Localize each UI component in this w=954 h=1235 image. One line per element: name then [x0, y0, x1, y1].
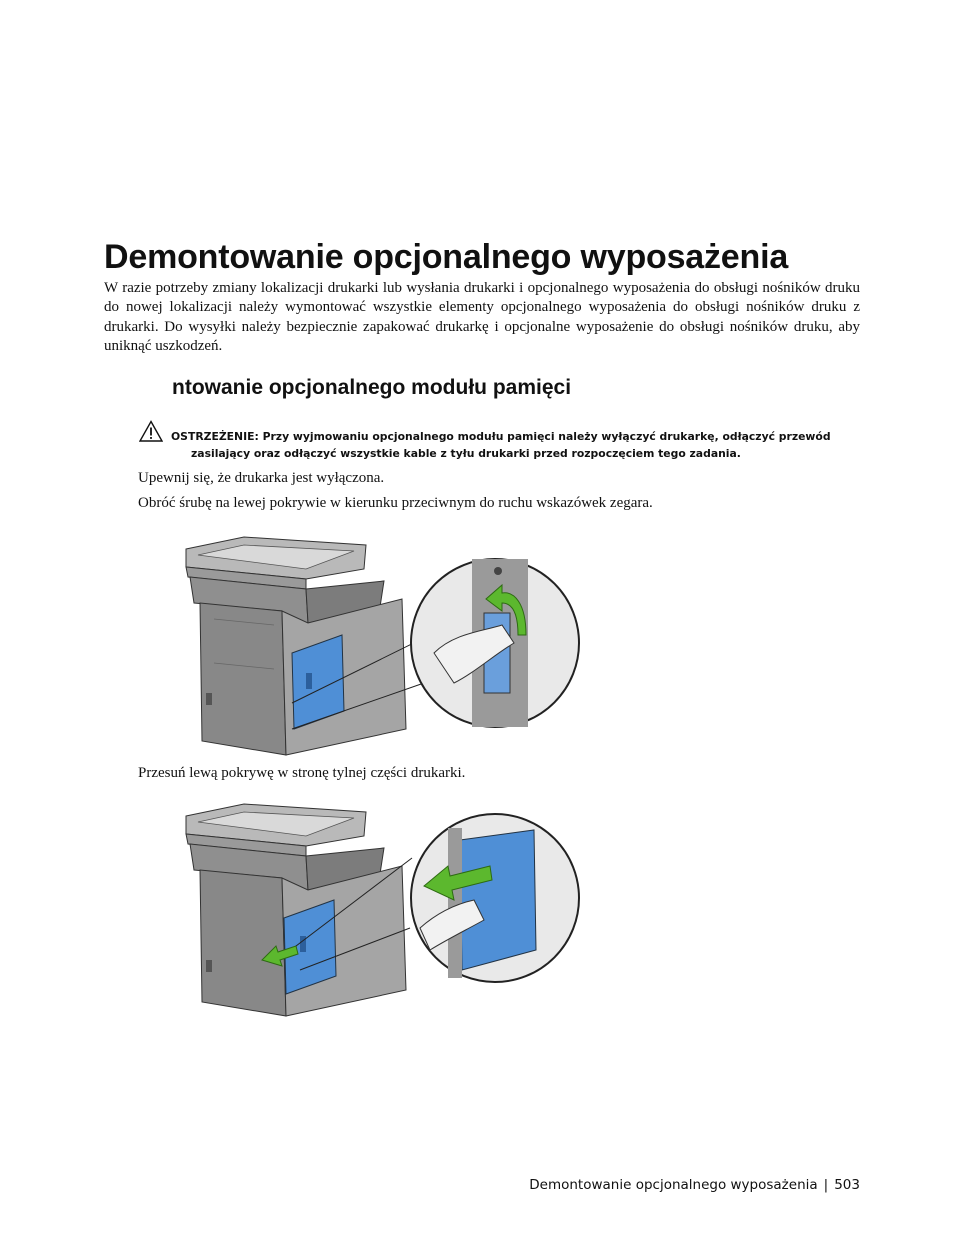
figure-unscrew-cover — [184, 533, 584, 758]
zoom-detail-cover — [411, 814, 579, 982]
page-footer — [529, 1177, 860, 1193]
step-2: Obróć śrubę na lewej pokrywie w kierunku przeciwnym do ruchu wskazówek zegara. — [138, 495, 653, 511]
warning-text-line1: Przy wyjmowaniu opcjonalnego modułu pamięci należy wyłączyć drukarkę, odłączyć przewód — [262, 430, 831, 443]
printer-illustration — [186, 537, 406, 755]
footer-separator: | — [823, 1177, 829, 1193]
footer-section-title: Demontowanie opcjonalnego wyposażenia — [529, 1177, 818, 1193]
page-number: 503 — [834, 1177, 860, 1193]
figure-slide-cover — [184, 800, 584, 1020]
intro-paragraph: W razie potrzeby zmiany lokalizacji drukarki lub wysłania drukarki i opcjonalnego wyposażenia do obsługi nośników druku do nowej lokalizacji należy wymontować wszystkie elementy opcjonalnego wyposażenia do obsługi nośników druku z drukarki. Do wysyłki należy bezpiecznie zapakować drukarkę i opcjonalne wyposażenie do obsługi nośników druku, aby uniknąć uszkodzeń. — [104, 280, 860, 354]
warning-icon — [139, 420, 163, 442]
warning-label: OSTRZEŻENIE: — [171, 430, 259, 443]
page-title: Demontowanie opcjonalnego wyposażenia — [104, 238, 789, 276]
printer-illustration — [186, 804, 406, 1016]
zoom-detail-screw — [411, 559, 579, 727]
warning-text-line2: zasilający oraz odłączyć wszystkie kable z tyłu drukarki przed rozpoczęciem tego zadania. — [191, 447, 741, 460]
warning-note — [171, 428, 831, 462]
section-subtitle: ntowanie opcjonalnego modułu pamięci — [172, 376, 572, 399]
step-3: Przesuń lewą pokrywę w stronę tylnej części drukarki. — [138, 765, 466, 781]
step-1: Upewnij się, że drukarka jest wyłączona. — [138, 470, 385, 486]
